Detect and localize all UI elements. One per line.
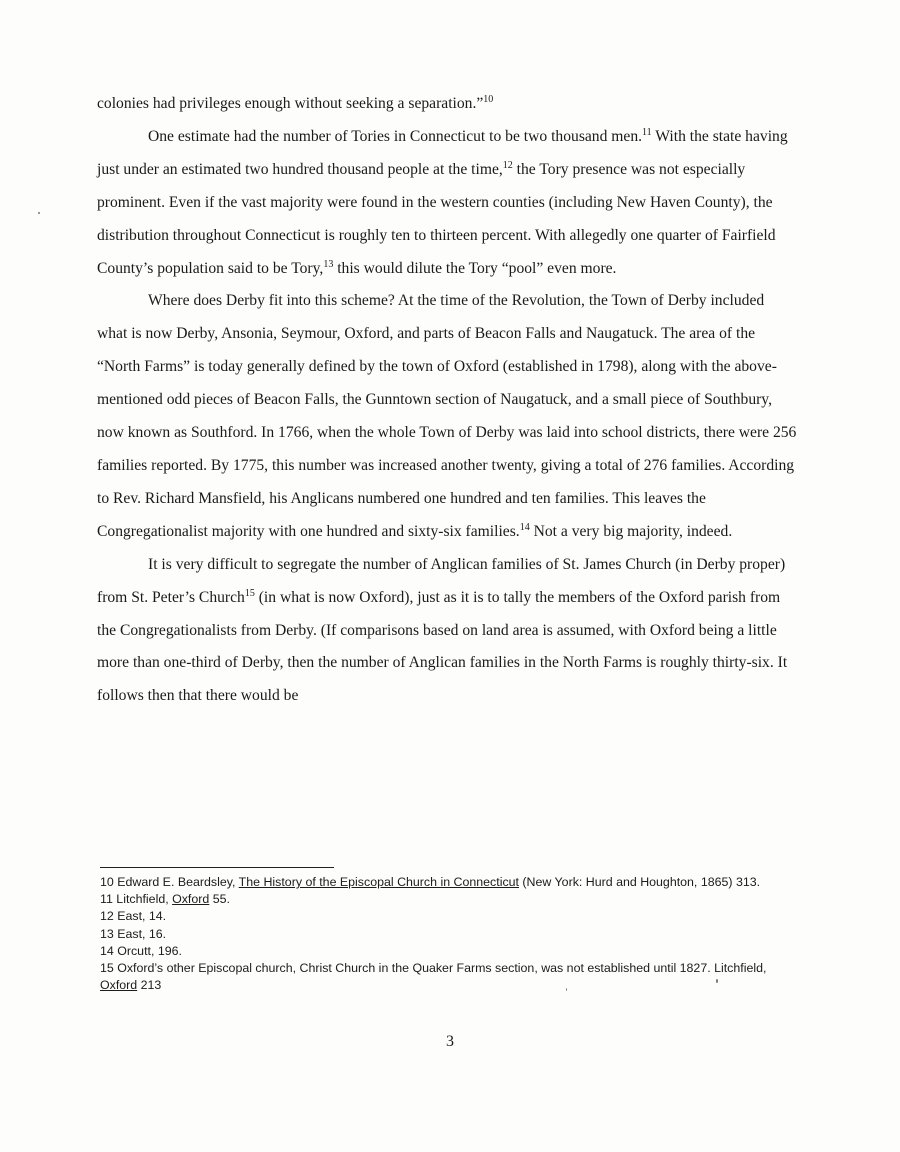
- paragraph-text: Where does Derby fit into this scheme? At the time of the Revolution, the Town of Derby included what is now Derby, Ansonia, Seymour, Oxford, and parts of Beacon Falls and Naugatuck. The area of the “North Farms” is today generally defined by the town of Oxford (established in 1798), along with the above-mentioned odd pieces of Beacon Falls, the Gunntown section of Naugatuck, and a small piece of Southbury, now known as Southford. In 1766, when the whole Town of Derby was laid into school districts, there were 256 families reported. By 1775, this number was increased another twenty, giving a total of 276 families. According to Rev. Richard Mansfield, his Anglicans numbered one hundred and ten families. This leaves the Congregationalist majority with one hundred and sixty-six families.: [97, 292, 797, 540]
- footnote-title: Oxford: [100, 978, 138, 993]
- paragraph-text: colonies had privileges enough without seeking a separation.”: [97, 95, 484, 112]
- footnote-text: 10 Edward E. Beardsley,: [100, 875, 239, 889]
- footnote-text: 15 Oxford’s other Episcopal church, Christ Church in the Quaker Farms section, was not established until 1827. Litchfield,: [100, 961, 767, 976]
- body-paragraph: [97, 285, 797, 548]
- scan-speck: [566, 988, 567, 991]
- paragraph-text: Not a very big majority, indeed.: [529, 522, 733, 540]
- footnote-text: 14 Orcutt, 196.: [100, 943, 182, 958]
- footnote-text: 12 East, 14.: [100, 909, 167, 924]
- body-paragraph: [97, 121, 797, 286]
- footnote-text: 11 Litchfield,: [100, 892, 173, 907]
- footnote-title: The History of the Episcopal Church in Connecticut: [238, 875, 519, 889]
- footnote-text: 55.: [209, 892, 230, 907]
- body-text: [97, 88, 797, 713]
- scan-speck: [716, 979, 718, 983]
- footnote-text: 213: [137, 978, 162, 993]
- scan-speck: [38, 212, 40, 214]
- footnote-separator: [100, 867, 334, 868]
- paragraph-text: this would dilute the Tory “pool” even more.: [333, 259, 617, 277]
- footnote-text: 13 East, 16.: [100, 926, 167, 941]
- footnote: [100, 943, 800, 960]
- footnote-reference: 13: [323, 258, 334, 270]
- footnote: [100, 908, 800, 925]
- footnote: [100, 960, 800, 994]
- paragraph-text: With the state having just under an estimated two hundred thousand people at the time,: [97, 127, 788, 178]
- paragraph-text: (in what is now Oxford), just as it is to tally the members of the Oxford parish from the Congregationalists from Derby. (If comparisons based on land area is assumed, with Oxford being a little more than one-third of Derby, then the number of Anglican families in the North Farms is roughly thirty-six. It follows then that there would be: [97, 588, 788, 705]
- footnote: [100, 874, 800, 891]
- footnote: [100, 926, 800, 943]
- page-number: 3: [446, 1033, 454, 1050]
- footnote-text: (New York: Hurd and Houghton, 1865) 313.: [518, 875, 761, 889]
- paragraph-text: It is very difficult to segregate the number of Anglican families of St. James Church (in Derby proper) from St. Peter’s Church: [97, 555, 786, 606]
- paragraph-text: the Tory presence was not especially prominent. Even if the vast majority were found in the western counties (including New Haven County), the distribution throughout Connecticut is roughly ten to thirteen percent. With allegedly one quarter of Fairfield County’s population said to be Tory,: [97, 160, 776, 277]
- footnote-reference: 11: [642, 126, 652, 138]
- body-paragraph: [97, 549, 797, 714]
- footnote-reference: 12: [502, 159, 513, 171]
- footnote-reference: 14: [519, 521, 530, 533]
- paragraph-text: One estimate had the number of Tories in Connecticut to be two thousand men.: [148, 127, 643, 145]
- body-paragraph: [97, 88, 797, 121]
- footnotes: [100, 874, 800, 994]
- footnote: [100, 891, 800, 908]
- footnote-reference: 15: [244, 587, 255, 599]
- footnote-title: Oxford: [172, 892, 210, 907]
- footnote-reference: 10: [483, 94, 494, 105]
